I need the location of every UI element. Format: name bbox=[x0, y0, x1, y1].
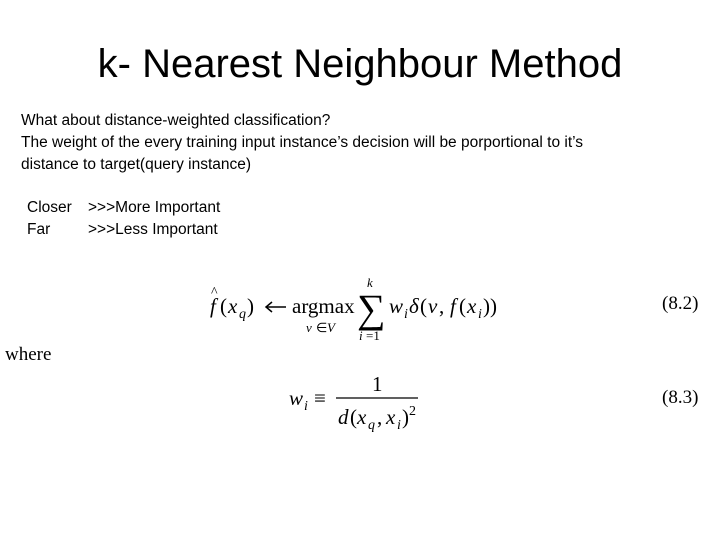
importance-list bbox=[27, 197, 220, 241]
svg-text:i: i bbox=[404, 307, 408, 322]
importance-row-far bbox=[27, 219, 220, 241]
svg-text:,: , bbox=[439, 294, 445, 318]
svg-text:f: f bbox=[450, 294, 456, 318]
svg-text:V: V bbox=[327, 320, 335, 335]
importance-value: >>>Less Important bbox=[88, 221, 218, 238]
equation-number-8-2: (8.2) bbox=[662, 293, 699, 314]
svg-text:x: x bbox=[386, 405, 396, 429]
svg-text:1: 1 bbox=[372, 372, 383, 396]
svg-text:i: i bbox=[304, 399, 308, 414]
svg-text:(: ( bbox=[420, 294, 427, 318]
equation-8-2 bbox=[0, 260, 720, 450]
svg-text:q: q bbox=[368, 418, 375, 433]
slide-title: k- Nearest Neighbour Method bbox=[97, 42, 623, 86]
svg-text:q: q bbox=[239, 307, 246, 322]
svg-text:argmax: argmax bbox=[292, 294, 355, 318]
svg-text:=1: =1 bbox=[366, 328, 380, 343]
where-label: where bbox=[5, 344, 52, 365]
svg-text:∑: ∑ bbox=[357, 286, 386, 331]
body-line-3: distance to target(query instance) bbox=[21, 156, 252, 173]
svg-text:(: ( bbox=[220, 294, 227, 318]
equation-number-8-3: (8.3) bbox=[662, 387, 699, 408]
svg-text:2: 2 bbox=[409, 404, 416, 419]
svg-text:)): )) bbox=[483, 294, 497, 318]
svg-text:v: v bbox=[428, 294, 438, 318]
svg-text:,: , bbox=[377, 405, 383, 429]
svg-text:w: w bbox=[389, 294, 404, 318]
svg-text:i: i bbox=[397, 418, 401, 433]
importance-term: Closer bbox=[27, 199, 72, 216]
body-text bbox=[21, 110, 711, 176]
svg-text:f: f bbox=[210, 294, 216, 318]
body-line-1: What about distance-weighted classification? bbox=[21, 112, 331, 129]
svg-text:i: i bbox=[359, 328, 363, 343]
svg-text:≡: ≡ bbox=[314, 386, 326, 410]
svg-text:i: i bbox=[478, 307, 482, 322]
svg-text:(: ( bbox=[459, 294, 466, 318]
svg-text:v: v bbox=[306, 320, 312, 335]
importance-term: Far bbox=[27, 221, 51, 238]
body-line-2: The weight of the every training input instance’s decision will be porportional to it’s bbox=[21, 134, 584, 151]
svg-text:^: ^ bbox=[211, 285, 218, 300]
svg-text:k: k bbox=[367, 275, 373, 290]
svg-text:): ) bbox=[402, 405, 409, 429]
importance-row-closer bbox=[27, 197, 220, 219]
svg-text:∈: ∈ bbox=[316, 320, 328, 335]
importance-value: >>>More Important bbox=[88, 199, 221, 216]
svg-text:(: ( bbox=[350, 405, 357, 429]
svg-text:w: w bbox=[289, 386, 304, 410]
svg-text:): ) bbox=[247, 294, 254, 318]
svg-text:δ: δ bbox=[409, 294, 419, 318]
svg-text:d: d bbox=[338, 405, 349, 429]
svg-text:x: x bbox=[357, 405, 367, 429]
svg-text:x: x bbox=[467, 294, 477, 318]
svg-text:x: x bbox=[228, 294, 238, 318]
